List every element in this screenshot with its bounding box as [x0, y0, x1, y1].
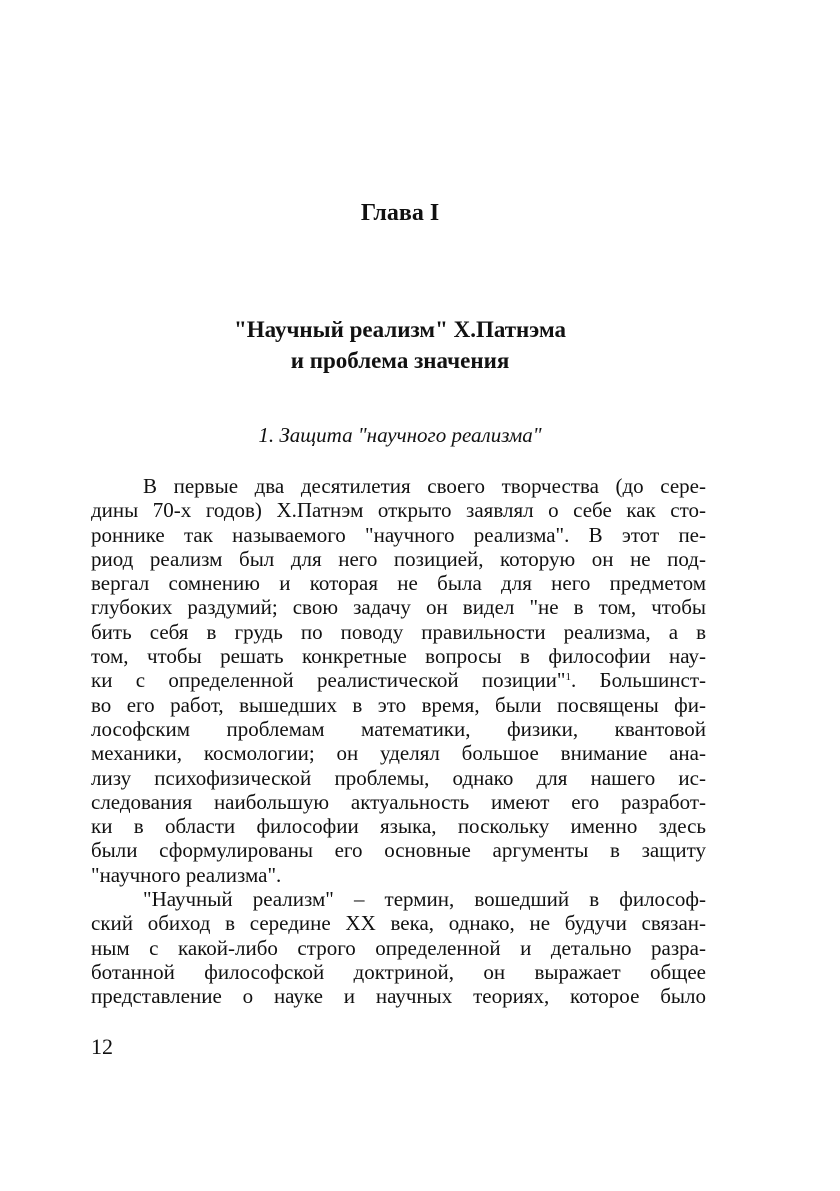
paragraph-line: "Научный реализм" – термин, вошедший в философ-	[143, 887, 706, 912]
page-number: 12	[91, 1034, 113, 1059]
chapter-title-line: и проблема значения	[290, 348, 510, 373]
paragraph-line: ботанной философской доктриной, он выражает общее	[91, 959, 706, 984]
paragraph-line: бить себя в грудь по поводу правильности реализма, а в	[91, 619, 706, 644]
paragraph-line: том, чтобы решать конкретные вопросы в философии нау-	[91, 644, 706, 669]
paragraph-line: во его работ, вышедших в это время, были посвящены фи-	[91, 692, 706, 717]
paragraph-line: "научного реализма".	[91, 862, 282, 887]
paragraph-text: . Большинст-	[570, 668, 706, 693]
paragraph-line: механики, космологии; он уделял большое внимание ана-	[91, 741, 706, 766]
chapter-heading: Глава I	[360, 200, 440, 226]
paragraph-line: риод реализм был для него позицией, которую он не под-	[91, 546, 706, 571]
paragraph-line: ский обиход в середине XX века, однако, не будучи связан-	[91, 911, 706, 936]
chapter-title	[0, 314, 800, 376]
paragraph-text: ки с определенной реалистической позиции"	[91, 668, 566, 693]
paragraph-line: роннике так называемого "научного реализма". В этот пе-	[91, 522, 706, 547]
paragraph-line: ным с какой-либо строго определенной и детально разра-	[91, 935, 706, 960]
paragraph-line: дины 70-х годов) Х.Патнэм открыто заявлял о себе как сто-	[91, 498, 706, 523]
chapter-title-line: "Научный реализм" Х.Патнэма	[233, 317, 567, 342]
paragraph-line: ки в области философии языка, поскольку именно здесь	[91, 814, 706, 839]
paragraph-line: вергал сомнению и которая не была для него предметом	[91, 571, 706, 596]
paragraph-line: лизу психофизической проблемы, однако для нашего ис-	[91, 765, 706, 790]
body-text	[91, 474, 706, 1009]
footnote-marker: 1	[565, 671, 571, 684]
paragraph-line: лософским проблемам математики, физики, квантовой	[91, 716, 706, 741]
paragraph-line: В первые два десятилетия своего творчества (до сере-	[143, 474, 706, 498]
paragraph-line	[91, 668, 706, 692]
paragraph-line: были сформулированы его основные аргументы в защиту	[91, 838, 706, 863]
paragraph-line: следования наибольшую актуальность имеют его разработ-	[91, 789, 706, 814]
paragraph-line: представление о науке и научных теориях, которое было	[91, 984, 706, 1009]
section-heading: 1. Защита "научного реализма"	[258, 423, 542, 447]
paragraph-line: глубоких раздумий; свою задачу он видел "не в том, чтобы	[91, 595, 706, 620]
